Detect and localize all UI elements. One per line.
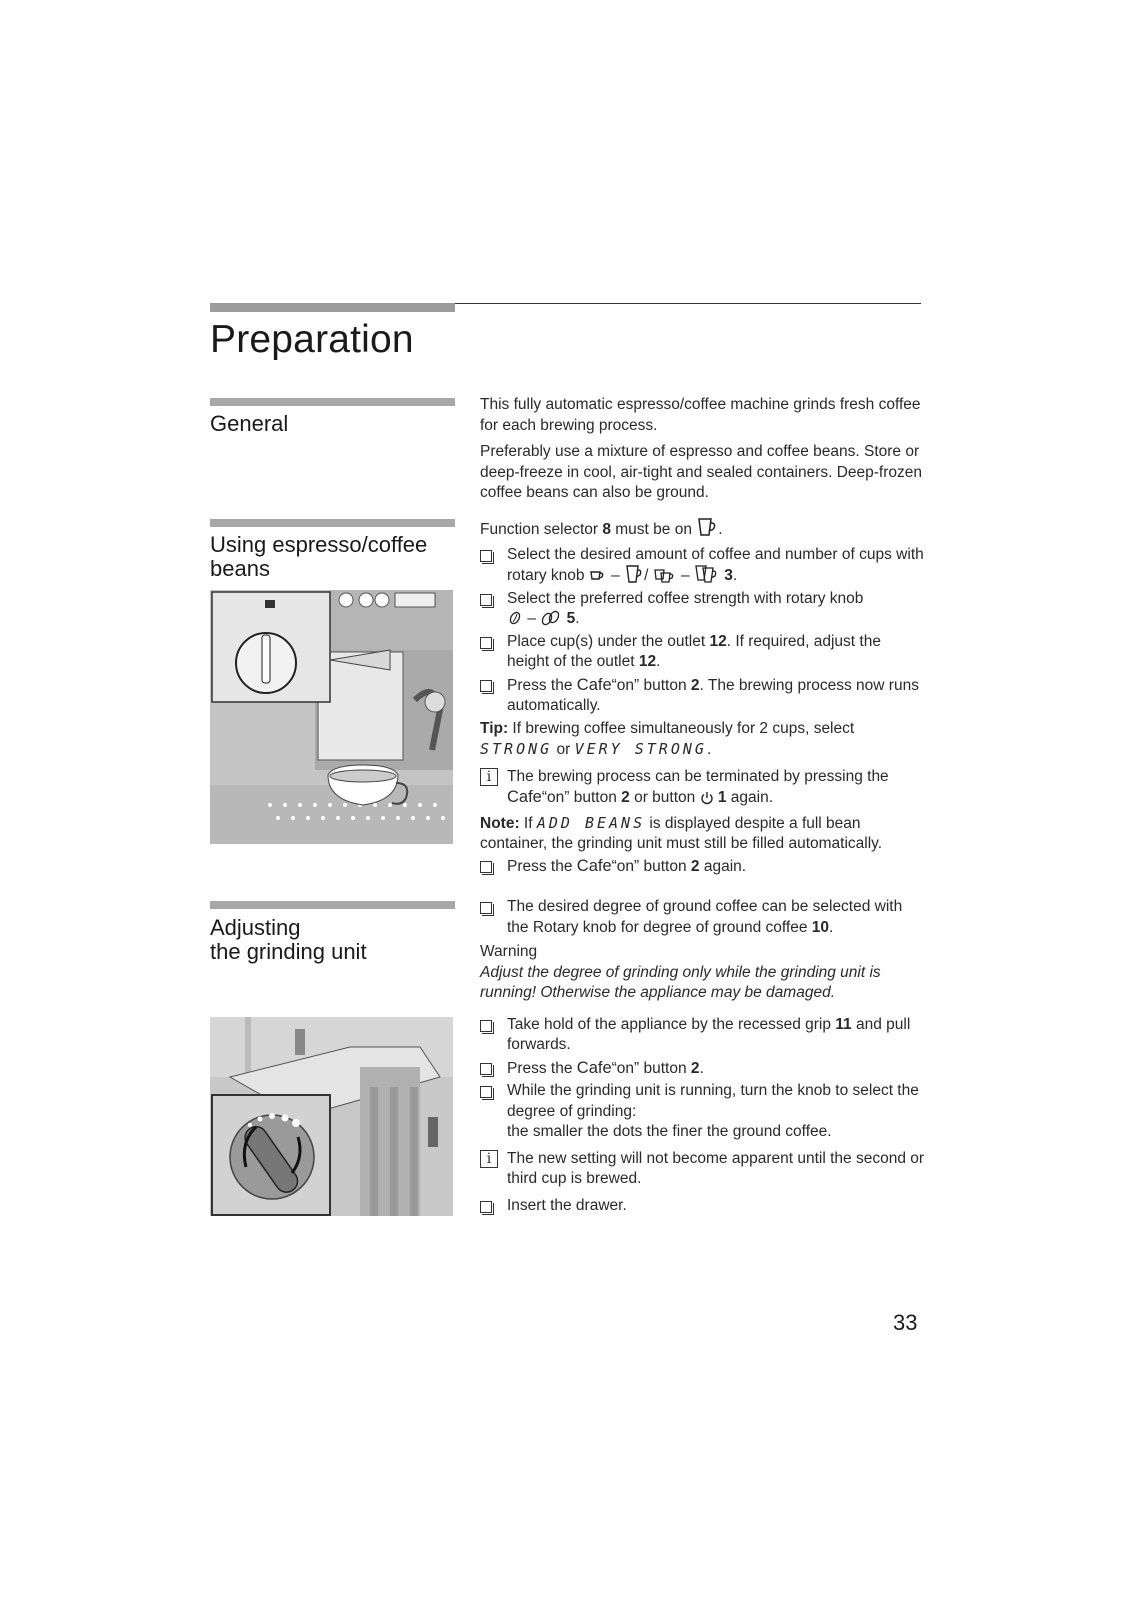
two-large-cups-icon bbox=[694, 565, 720, 583]
checkbox-bullet-icon bbox=[480, 594, 492, 606]
lcd-very-strong: VERY STRONG bbox=[574, 740, 707, 758]
section-rule-grinding bbox=[210, 901, 455, 909]
checkbox-bullet-icon bbox=[480, 902, 492, 914]
note: Note: If ADD BEANS is displayed despite a full bean container, the grinding unit must still be filled automatically. bbox=[480, 813, 883, 852]
list-item: Press the Cafe“on” button 2. bbox=[480, 1058, 925, 1080]
list-item: Insert the drawer. bbox=[480, 1196, 925, 1217]
multiple-beans-icon bbox=[540, 610, 562, 626]
page-number: 33 bbox=[893, 1310, 918, 1335]
checkbox-bullet-icon bbox=[480, 680, 492, 692]
grinding-knob-drawing bbox=[210, 1017, 453, 1216]
checkbox-bullet-icon bbox=[480, 637, 492, 649]
function-selector-line: Function selector 8 must be on . bbox=[480, 517, 925, 541]
lcd-strong: STRONG bbox=[480, 740, 553, 758]
two-small-cups-icon bbox=[653, 567, 677, 583]
heading-beans: Using espresso/coffee beans bbox=[210, 532, 428, 581]
page-title: Preparation bbox=[210, 318, 414, 361]
coffee-cup-icon bbox=[696, 517, 718, 537]
list-item: Place cup(s) under the outlet 12. If required, adjust the height of the outlet 12. bbox=[480, 632, 925, 673]
checkbox-bullet-icon bbox=[480, 1063, 492, 1075]
heading-grinding-line-1: Adjusting bbox=[210, 915, 301, 940]
beans-text bbox=[480, 517, 925, 877]
list-item: The desired degree of ground coffee can be selected with the Rotary knob for degree of ground coffee 10. bbox=[480, 897, 925, 938]
grinding-text bbox=[480, 897, 925, 1216]
heading-general: General bbox=[210, 411, 289, 436]
list-item: Take hold of the appliance by the recessed grip 11 and pull forwards. bbox=[480, 1015, 925, 1056]
checkbox-bullet-icon bbox=[480, 861, 492, 873]
checkbox-bullet-icon bbox=[480, 1086, 492, 1098]
tip: Tip: If brewing coffee simultaneously for 2 cups, select STRONG or VERY STRONG. bbox=[480, 719, 855, 758]
heading-grinding-line-2: the grinding unit bbox=[210, 939, 367, 964]
info-icon: i bbox=[480, 1150, 498, 1168]
title-rule bbox=[455, 303, 921, 304]
section-rule-general bbox=[210, 398, 455, 406]
machine-front-drawing bbox=[210, 590, 453, 844]
checkbox-bullet-icon bbox=[480, 1201, 492, 1213]
section-rule-beans bbox=[210, 519, 455, 527]
heading-grinding bbox=[210, 916, 460, 964]
info-note: i The new setting will not become apparent until the second or third cup is brewed. bbox=[480, 1149, 925, 1190]
lcd-add-beans: ADD BEANS bbox=[536, 813, 646, 832]
general-paragraph-2: Preferably use a mixture of espresso and coffee beans. Store or deep-freeze in cool, air-tight and sealed containers. Deep-frozen coffee beans can also be ground. bbox=[480, 443, 923, 501]
warning-label: Warning bbox=[480, 943, 538, 960]
list-item: Select the desired amount of coffee and number of cups with rotary knob – / – 3. bbox=[480, 545, 925, 587]
list-item: Press the Cafe“on” button 2 again. bbox=[480, 856, 925, 878]
large-cup-icon bbox=[624, 565, 644, 583]
list-item: While the grinding unit is running, turn the knob to select the degree of grinding: the smaller the dots the finer the ground coffee. bbox=[480, 1081, 925, 1143]
general-text bbox=[480, 395, 925, 504]
checkbox-bullet-icon bbox=[480, 550, 492, 562]
machine-front-illustration bbox=[210, 590, 453, 844]
small-cup-icon bbox=[589, 569, 607, 583]
list-item: Select the preferred coffee strength with rotary knob – 5. bbox=[480, 589, 925, 630]
checkbox-bullet-icon bbox=[480, 1020, 492, 1032]
power-icon bbox=[700, 791, 714, 805]
info-icon: i bbox=[480, 768, 498, 786]
single-bean-icon bbox=[507, 610, 523, 626]
info-note: i The brewing process can be terminated by pressing the Cafe“on” button 2 or button 1 again. bbox=[480, 767, 925, 809]
warning-text: Adjust the degree of grinding only while the grinding unit is running! Otherwise the appliance may be damaged. bbox=[480, 963, 881, 1001]
list-item: Press the Cafe“on” button 2. The brewing process now runs automatically. bbox=[480, 675, 925, 717]
general-paragraph-1: This fully automatic espresso/coffee machine grinds fresh coffee for each brewing process. bbox=[480, 396, 921, 434]
grinding-knob-illustration bbox=[210, 1017, 453, 1216]
title-rule-accent bbox=[210, 303, 455, 312]
